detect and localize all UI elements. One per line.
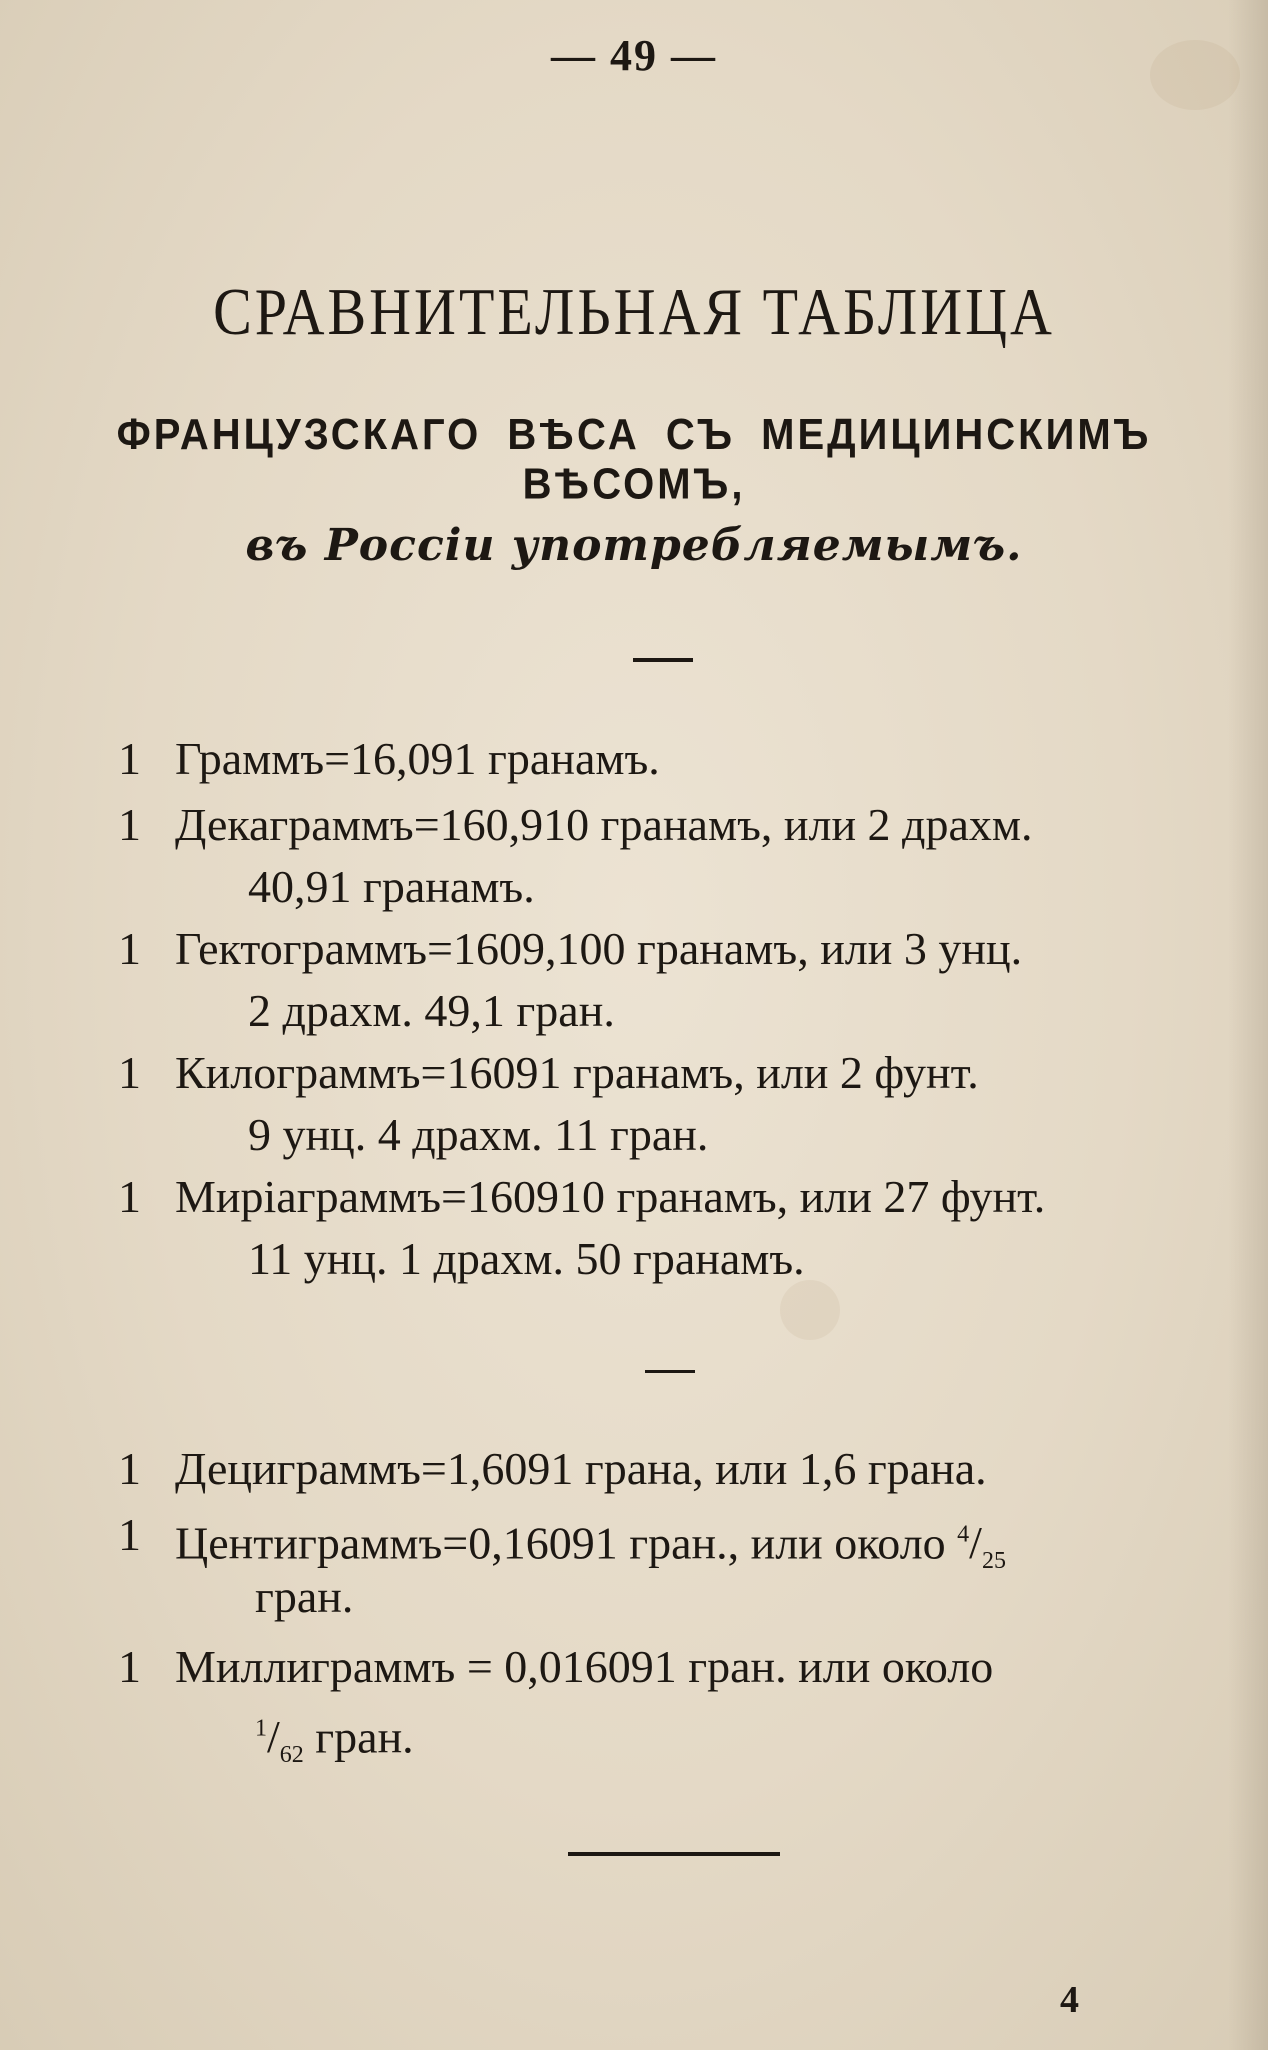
entry-continuation: гран. bbox=[255, 1571, 354, 1622]
page-subtitle: ФРАНЦУЗСКАГО ВѢСА СЪ МЕДИЦИНСКИМЪ ВѢСОМЪ, bbox=[116, 410, 1152, 509]
signature-mark: 4 bbox=[1060, 1979, 1079, 2021]
entry-number: 1 bbox=[118, 733, 141, 784]
fraction-denominator: 62 bbox=[279, 1742, 304, 1769]
fraction-numerator: 4 bbox=[957, 1522, 970, 1548]
fraction: $^4/_{25}$ bbox=[957, 1517, 1006, 1575]
entry-continuation: 11 унц. 1 драхм. 50 гранамъ. bbox=[248, 1233, 805, 1284]
entry-number: 1 bbox=[118, 799, 141, 850]
entry-text: Килограммъ=16091 гранамъ, или 2 фунт. bbox=[175, 1047, 979, 1098]
page-subtitle-blackletter: въ Россіи употребляемымъ. bbox=[245, 520, 1023, 571]
entry-text: Миріаграммъ=160910 гранамъ, или 27 фунт. bbox=[175, 1171, 1046, 1222]
end-rule bbox=[568, 1852, 780, 1856]
entry-continuation: 2 драхм. 49,1 гран. bbox=[248, 985, 615, 1036]
entry-text-suffix: гран. bbox=[315, 1711, 414, 1763]
short-rule bbox=[645, 1370, 695, 1373]
entry-number: 1 bbox=[118, 1509, 141, 1560]
entry-text: Граммъ=16,091 гранамъ. bbox=[175, 733, 660, 784]
entry-continuation bbox=[255, 1698, 414, 1787]
entry-text: Миллиграммъ = 0,016091 гран. или около bbox=[175, 1641, 994, 1692]
fraction-numerator: 1 bbox=[255, 1716, 267, 1742]
entry-text: Декаграммъ=160,910 гранамъ, или 2 драхм. bbox=[175, 799, 1033, 850]
short-rule bbox=[633, 658, 693, 662]
entry-number: 1 bbox=[118, 1047, 141, 1098]
entry-number: 1 bbox=[118, 923, 141, 974]
page-number: — 49 — bbox=[551, 31, 717, 80]
fraction: $^1/_{62}$ bbox=[255, 1711, 304, 1769]
entry-number: 1 bbox=[118, 1171, 141, 1222]
entry-continuation: 9 унц. 4 драхм. 11 гран. bbox=[248, 1109, 709, 1160]
entry-continuation: 40,91 гранамъ. bbox=[248, 861, 535, 912]
entry-text: Дециграммъ=1,6091 грана, или 1,6 грана. bbox=[175, 1443, 987, 1494]
entry-text: Гектограммъ=1609,100 гранамъ, или 3 унц. bbox=[175, 923, 1023, 974]
entry-number: 1 bbox=[118, 1443, 141, 1494]
fraction-denominator: 25 bbox=[981, 1548, 1006, 1575]
page-title: СРАВНИТЕЛЬНАЯ ТАБЛИЦА bbox=[213, 274, 1055, 349]
entry-number: 1 bbox=[118, 1641, 141, 1692]
entry-text-main: Центиграммъ=0,16091 гран., или около bbox=[175, 1517, 946, 1569]
